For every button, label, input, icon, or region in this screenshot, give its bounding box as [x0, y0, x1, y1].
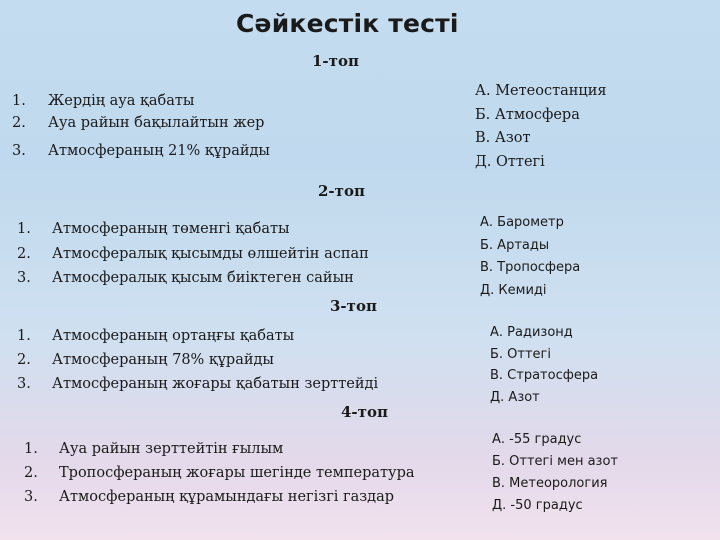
question-text: Атмосфераның төменгі қабаты: [52, 221, 290, 237]
group-1-answer-a: А. Метеостанция: [475, 83, 607, 99]
group-3-answers: [490, 322, 598, 408]
group-4-answer-a: А. -55 градус: [492, 432, 582, 447]
group-4-answers: [492, 429, 618, 517]
question-text: Ауа райын зерттейтін ғылым: [59, 441, 284, 457]
question-text: Тропосфераның жоғары шегінде температура: [59, 465, 415, 481]
question-text: Атмосфералық қысымды өлшейтін аспап: [52, 245, 369, 262]
question-number: 2.: [24, 465, 38, 481]
group-2-answer-b: Б. Артады: [480, 237, 550, 253]
question-text: Атмосфераның ортаңғы қабаты: [52, 328, 295, 344]
group-1-answers: [475, 80, 607, 174]
group-2-questions: [17, 217, 369, 291]
question-number: 1.: [17, 221, 31, 237]
group-2-question-3: [17, 266, 369, 291]
group-3-answer-b: Б. Оттегі: [490, 346, 552, 362]
group-4-answer-b: Б. Оттегі мен азот: [492, 454, 618, 469]
group-2-label: 2-топ: [318, 182, 365, 200]
group-1-questions: [12, 90, 270, 162]
group-1-question-3: [12, 140, 270, 162]
question-text: Атмосфераның құрамындағы негізгі газдар: [59, 489, 395, 505]
group-4-label: 4-топ: [341, 403, 388, 421]
group-3-question-3: [17, 372, 378, 396]
group-2-answers: [480, 212, 580, 302]
group-3-label: 3-топ: [330, 297, 377, 315]
group-2-question-2: [17, 242, 369, 267]
group-1-answer-v: В. Азот: [475, 130, 531, 146]
question-text: Атмосфераның 21% құрайды: [48, 143, 270, 159]
question-number: 2.: [17, 245, 31, 262]
group-3-answer-d: Д. Азот: [490, 389, 540, 405]
group-3-questions: [17, 324, 378, 396]
group-3-question-2: [17, 348, 378, 372]
group-1-question-1: [12, 90, 270, 112]
question-number: 3.: [17, 376, 31, 392]
group-3-question-1: [17, 324, 378, 348]
question-number: 3.: [12, 143, 26, 159]
group-3-answer-a: А. Радизонд: [490, 325, 573, 340]
group-4-questions: [24, 437, 415, 509]
question-number: 2.: [17, 352, 31, 368]
group-2-answer-a: А. Барометр: [480, 215, 564, 230]
slide-title: Сәйкестік тесті: [236, 9, 459, 38]
group-4-question-1: [24, 437, 415, 461]
group-4-answer-d: Д. -50 градус: [492, 498, 583, 513]
question-number: 2.: [12, 115, 26, 131]
question-number: 1.: [12, 93, 26, 109]
group-1-answer-d: Д. Оттегі: [475, 153, 545, 170]
question-number: 3.: [17, 270, 31, 286]
group-4-question-3: [24, 485, 415, 509]
group-3-answer-v: В. Стратосфера: [490, 368, 599, 383]
group-4-question-2: [24, 461, 415, 485]
group-1-label: 1-топ: [312, 52, 359, 70]
question-number: 1.: [24, 441, 38, 457]
question-text: Ауа райын бақылайтын жер: [48, 115, 265, 131]
question-text: Атмосфераның жоғары қабатын зерттейді: [52, 376, 379, 392]
question-text: Атмосфералық қысым биіктеген сайын: [52, 270, 354, 286]
question-text: Атмосфераның 78% құрайды: [52, 352, 274, 368]
question-number: 3.: [24, 489, 38, 505]
group-2-answer-d: Д. Кемиді: [480, 282, 547, 298]
question-text: Жердің ауа қабаты: [48, 93, 195, 109]
group-1-question-2: [12, 112, 270, 134]
group-1-answer-b: Б. Атмосфера: [475, 106, 580, 123]
question-number: 1.: [17, 328, 31, 344]
group-2-answer-v: В. Тропосфера: [480, 260, 581, 275]
group-4-answer-v: В. Метеорология: [492, 476, 608, 491]
group-2-question-1: [17, 217, 369, 242]
